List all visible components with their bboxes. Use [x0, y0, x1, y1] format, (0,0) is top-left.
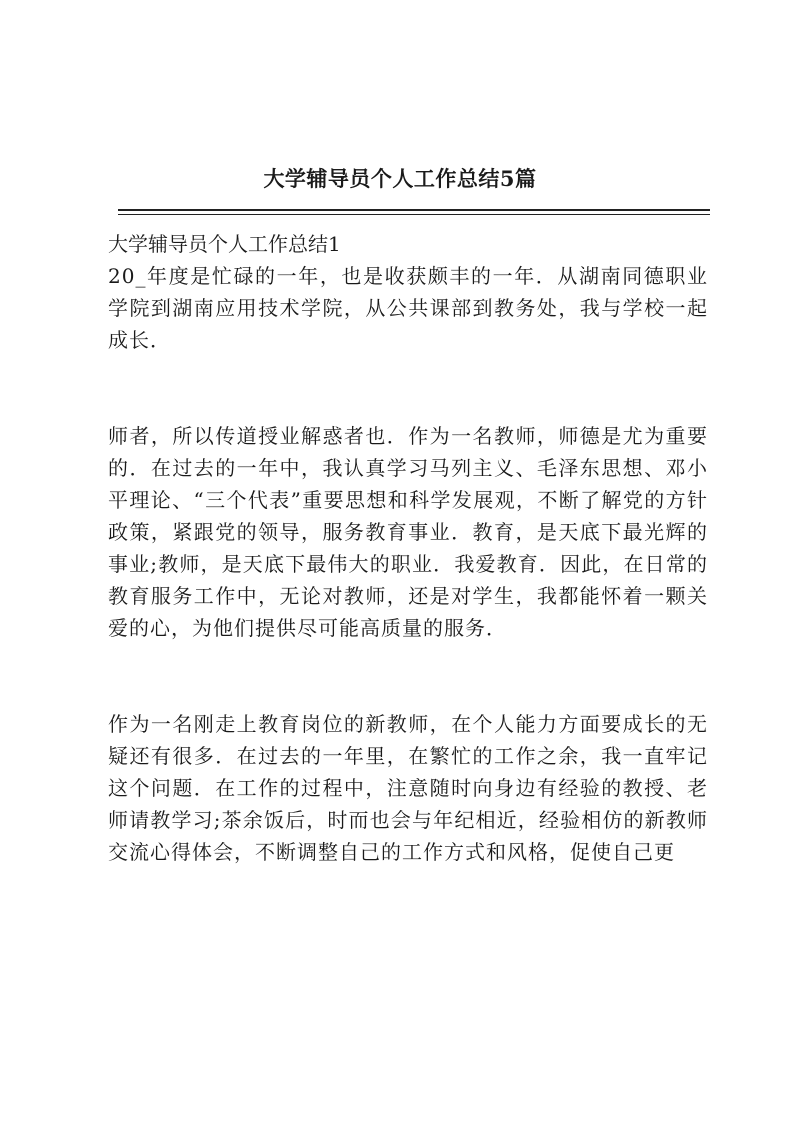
paragraph-3: 作为一名刚走上教育岗位的新教师，在个人能力方面要成长的无疑还有很多．在过去的一年里，在繁忙的工作之余，我一直牢记这个问题．在工作的过程中，注意随时向身边有经验的教授、老师请教学习;茶余饭后，时而也会与年纪相近，经验相仿的新教师交流心得体会，不断调整自己的工作方式和风格，促使自己更	[108, 712, 708, 864]
document-title: 大学辅导员个人工作总结5篇	[263, 166, 537, 191]
section-heading: 大学辅导员个人工作总结1	[108, 232, 341, 256]
paragraph-spacer	[108, 356, 708, 420]
title-divider-thick	[118, 209, 710, 211]
document-body	[108, 228, 708, 868]
paragraph-spacer	[108, 644, 708, 708]
title-divider-thin	[118, 214, 710, 215]
paragraph-1: 20_年度是忙碌的一年，也是收获颇丰的一年．从湖南同德职业学院到湖南应用技术学院，从公共课部到教务处，我与学校一起成长．	[108, 264, 708, 352]
paragraph-2: 师者，所以传道授业解惑者也．作为一名教师，师德是尤为重要的．在过去的一年中，我认真学习马列主义、毛泽东思想、邓小平理论、“三个代表”重要思想和科学发展观，不断了解党的方针政策，紧跟党的领导，服务教育事业．教育，是天底下最光辉的事业;教师，是天底下最伟大的职业．我爱教育．因此，在日常的教育服务工作中，无论对教师，还是对学生，我都能怀着一颗关爱的心，为他们提供尽可能高质量的服务．	[108, 424, 708, 640]
